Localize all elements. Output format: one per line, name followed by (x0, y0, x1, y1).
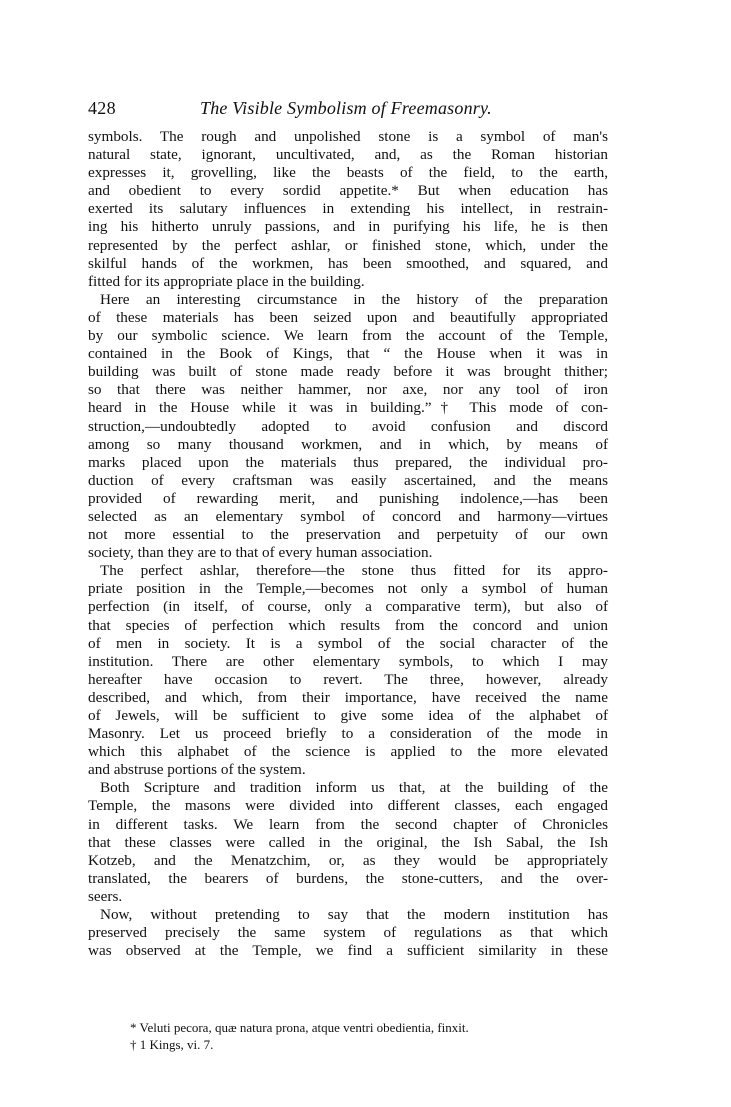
text-line: exerted its salutary influences in extending his intellect, in restrain- (88, 200, 608, 218)
running-title: The Visible Symbolism of Freemasonry. (200, 98, 492, 118)
text-line: heard in the House while it was in building.”† This mode of con- (88, 399, 608, 417)
text-line: in different tasks. We learn from the second chapter of Chronicles (88, 815, 608, 833)
footnotes (88, 1019, 608, 1053)
text-line: by our symbolic science. We learn from the account of the Temple, (88, 327, 608, 345)
text-line: priate position in the Temple,—becomes not only a symbol of human (88, 580, 608, 598)
text-line: of Jewels, will be sufficient to give some idea of the alphabet of (88, 707, 608, 724)
text-line: not more essential to the preservation and perpetuity of our own (88, 526, 608, 544)
body-text (88, 128, 608, 960)
text-line: that species of perfection which results from the concord and union (88, 616, 608, 634)
text-line: marks placed upon the materials thus prepared, the individual pro- (88, 453, 608, 471)
footnote: † 1 Kings, vi. 7. (130, 1037, 214, 1052)
footnote: * Veluti pecora, quæ natura prona, atque ventri obedientia, finxit. (130, 1020, 469, 1035)
text-line: provided of rewarding merit, and punishing indolence,—has been (88, 489, 608, 507)
text-line: perfection (in itself, of course, only a comparative term), but also of (88, 598, 608, 616)
text-line: duction of every craftsman was easily ascertained, and the means (88, 471, 608, 489)
text-line: Both Scripture and tradition inform us that, at the building of the (100, 779, 608, 797)
text-line: expresses it, grovelling, like the beasts of the field, to the earth, (88, 164, 608, 182)
text-line: seers. (88, 887, 123, 905)
text-line: which this alphabet of the science is applied to the more elevated (88, 743, 608, 761)
text-line: was observed at the Temple, we find a sufficient similarity in these (88, 942, 608, 960)
text-line: preserved precisely the same system of regulations as that which (88, 924, 608, 942)
text-line: represented by the perfect ashlar, or finished stone, which, under the (88, 236, 608, 254)
text-line: institution. There are other elementary symbols, to which I may (88, 652, 608, 670)
text-line: The perfect ashlar, therefore—the stone thus fitted for its appro- (100, 562, 608, 580)
text-line: Temple, the masons were divided into different classes, each engaged (88, 797, 608, 815)
text-line: translated, the bearers of burdens, the stone-cutters, and the over- (88, 869, 608, 887)
text-line: among so many thousand workmen, and in which, by means of (88, 435, 608, 453)
text-line: Kotzeb, and the Menatzchim, or, as they would be appropriately (88, 851, 608, 869)
text-line: fitted for its appropriate place in the building. (88, 272, 365, 290)
text-line: ing his hitherto unruly passions, and in purifying his life, he is then (88, 218, 608, 236)
text-line: hereafter have occasion to revert. The three, however, already (88, 670, 608, 688)
text-line: and abstruse portions of the system. (88, 761, 306, 779)
text-line: selected as an elementary symbol of concord and harmony—virtues (88, 507, 608, 525)
text-line: building was built of stone made ready before it was brought thither; (88, 363, 608, 381)
page-header (88, 95, 608, 121)
text-line: so that there was neither hammer, nor axe, nor any tool of iron (88, 381, 608, 399)
text-line: skilful hands of the workmen, has been smoothed, and squared, and (88, 254, 608, 272)
text-line: described, and which, from their importance, have received the name (88, 688, 608, 706)
text-line: that these classes were called in the original, the Ish Sabal, the Ish (88, 833, 608, 851)
text-line: contained in the Book of Kings, that “ the House when it was in (88, 345, 608, 363)
text-line: of men in society. It is a symbol of the social character of the (88, 634, 608, 652)
text-line: Here an interesting circumstance in the history of the preparation (100, 290, 608, 308)
page-number: 428 (88, 98, 116, 118)
text-line: society, than they are to that of every human association. (88, 544, 433, 562)
text-line: and obedient to every sordid appetite.* But when education has (88, 182, 608, 200)
text-line: natural state, ignorant, uncultivated, and, as the Roman historian (88, 146, 608, 164)
text-line: symbols. The rough and unpolished stone is a symbol of man's (88, 128, 608, 145)
text-line: Now, without pretending to say that the modern institution has (100, 906, 608, 924)
text-line: struction,—undoubtedly adopted to avoid confusion and discord (88, 417, 608, 435)
text-line: of these materials has been seized upon and beautifully appropriated (88, 308, 608, 326)
text-line: Masonry. Let us proceed briefly to a consideration of the mode in (88, 725, 608, 743)
